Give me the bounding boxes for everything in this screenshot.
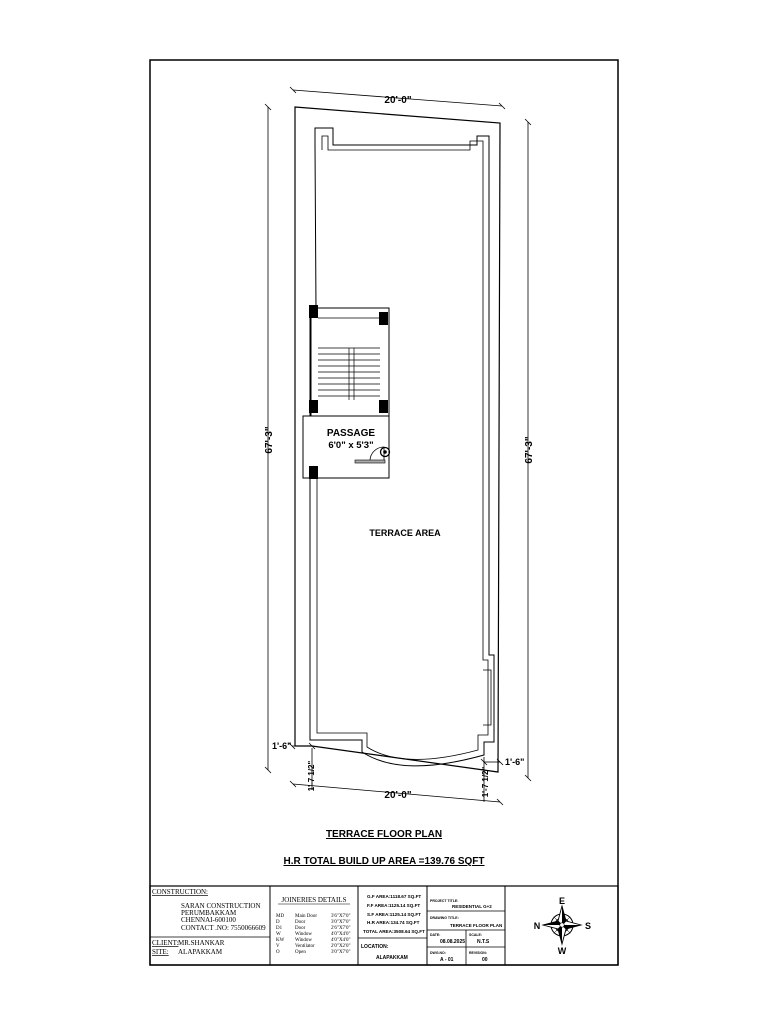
- location-value: ALAPAKKAM: [376, 955, 408, 961]
- right-bay: [483, 670, 491, 725]
- svg-text:Open: Open: [295, 950, 306, 955]
- dwg-value: A - 01: [440, 957, 454, 963]
- hr-area: H.R AREA:134.74 SQ.FT: [367, 920, 420, 925]
- compass-e: E: [558, 896, 566, 906]
- joinery-row: [276, 950, 351, 955]
- drawing-title-value: TERRACE FLOOR PLAN: [450, 923, 503, 928]
- joinery-row: [276, 920, 351, 925]
- passage-size: 6'0" x 5'3": [328, 440, 374, 451]
- revision-label: REVISION:: [469, 951, 487, 955]
- column: [379, 400, 388, 413]
- svg-text:4'0"X4'0": 4'0"X4'0": [331, 938, 351, 943]
- svg-text:O: O: [276, 950, 280, 955]
- plan-title: TERRACE FLOOR PLAN: [325, 829, 443, 840]
- passage-label: PASSAGE: [326, 428, 376, 439]
- svg-text:3'0"X7'0": 3'0"X7'0": [331, 920, 351, 925]
- dim-left-offset: 1'-6": [272, 741, 292, 751]
- dim-bottom-width: 20'-0": [384, 790, 412, 801]
- scale-label: SCALE:: [469, 933, 483, 937]
- project-title-value: RESIDENTIAL G+2: [452, 904, 492, 909]
- client-label: CLIENT:: [152, 939, 179, 947]
- svg-text:3'6"X7'0": 3'6"X7'0": [331, 914, 351, 919]
- svg-text:V: V: [276, 944, 280, 949]
- dim-right-offset: 1'-6": [505, 757, 525, 767]
- column: [309, 305, 318, 318]
- drawing-title-label: DRAWING TITLE:: [430, 916, 459, 920]
- construction-contact: CONTACT .NO: 7550066609: [181, 924, 266, 932]
- revision-value: 00: [482, 957, 488, 963]
- dwg-label: DWG.NO:: [430, 951, 446, 955]
- door-leaf: [355, 460, 385, 463]
- terrace-area-label: TERRACE AREA: [369, 528, 441, 538]
- svg-text:D: D: [276, 920, 280, 925]
- construction-info: [152, 888, 266, 956]
- svg-text:W: W: [276, 932, 281, 937]
- location-label: LOCATION:: [361, 944, 389, 950]
- project-title-label: PROJECT TITLE:: [430, 899, 459, 903]
- svg-text:D1: D1: [276, 926, 283, 931]
- floor-plan: [295, 107, 500, 772]
- site-label: SITE:: [152, 948, 169, 956]
- rain-outlet-core: [384, 451, 387, 454]
- plot-outline: [295, 107, 500, 772]
- joinery-row: [276, 914, 351, 919]
- dim-top-width: 20'-0": [384, 95, 412, 106]
- ff-area: F.F AREA:1125.14 SQ.FT: [367, 903, 421, 908]
- compass-w: W: [557, 946, 567, 956]
- column: [379, 312, 388, 325]
- svg-text:3'0"X7'0": 3'0"X7'0": [331, 950, 351, 955]
- joinery-row: [276, 926, 351, 931]
- svg-text:KW: KW: [276, 938, 285, 943]
- svg-text:2'6"X7'0": 2'6"X7'0": [331, 926, 351, 931]
- svg-text:Window: Window: [295, 932, 313, 937]
- svg-text:MD: MD: [276, 914, 285, 919]
- svg-text:Window: Window: [295, 938, 313, 943]
- area-summary: [361, 894, 425, 961]
- total-area: TOTAL AREA:3508.64 SQ.FT: [363, 929, 425, 934]
- dim-left-depth: 67'-3": [264, 426, 275, 454]
- date-label: DATE:: [430, 933, 441, 937]
- stair-treads: [318, 348, 380, 400]
- date-value: 08.08.2025: [440, 939, 466, 945]
- svg-text:Main Door: Main Door: [295, 914, 318, 919]
- svg-text:Door: Door: [295, 920, 306, 925]
- dim-left-bottom: 1'-7 1/2": [307, 760, 316, 792]
- site-value: ALAPAKKAM: [178, 948, 223, 956]
- compass-s: S: [584, 921, 592, 931]
- column: [309, 466, 318, 479]
- sf-area: S.F AREA:1125.14 SQ.FT: [367, 912, 421, 917]
- north-arrow-icon: [543, 906, 581, 944]
- joinery-row: [276, 932, 351, 937]
- dim-right-depth: 67'-3": [524, 436, 535, 464]
- svg-text:Ventilator: Ventilator: [295, 944, 315, 949]
- gf-area: G.F AREA:1118.67 SQ.FT: [367, 894, 422, 899]
- construction-company: SARAN CONSTRUCTION: [181, 902, 261, 910]
- svg-text:4'0"X4'0": 4'0"X4'0": [331, 932, 351, 937]
- svg-text:Door: Door: [295, 926, 306, 931]
- client-value: MR.SHANKAR: [178, 939, 225, 947]
- construction-line2: PERUMBAKKAM: [181, 909, 237, 917]
- dim-right-bottom: 1'-7 1/2": [481, 766, 490, 798]
- joineries-table: [276, 896, 351, 955]
- area-title: H.R TOTAL BUILD UP AREA =139.76 SQFT: [283, 856, 485, 867]
- columns: [309, 305, 388, 479]
- joinery-row: [276, 938, 351, 943]
- joinery-row: [276, 944, 351, 949]
- compass-n: N: [533, 921, 541, 931]
- joineries-title: JOINERIES DETAILS: [281, 896, 347, 904]
- construction-line3: CHENNAI-600100: [181, 916, 236, 924]
- scale-value: N.T.S: [477, 939, 490, 945]
- construction-label: CONSTRUCTION:: [152, 888, 209, 896]
- stair-headroom: [311, 308, 389, 416]
- svg-text:2'0"X2'0": 2'0"X2'0": [331, 944, 351, 949]
- column: [309, 400, 318, 413]
